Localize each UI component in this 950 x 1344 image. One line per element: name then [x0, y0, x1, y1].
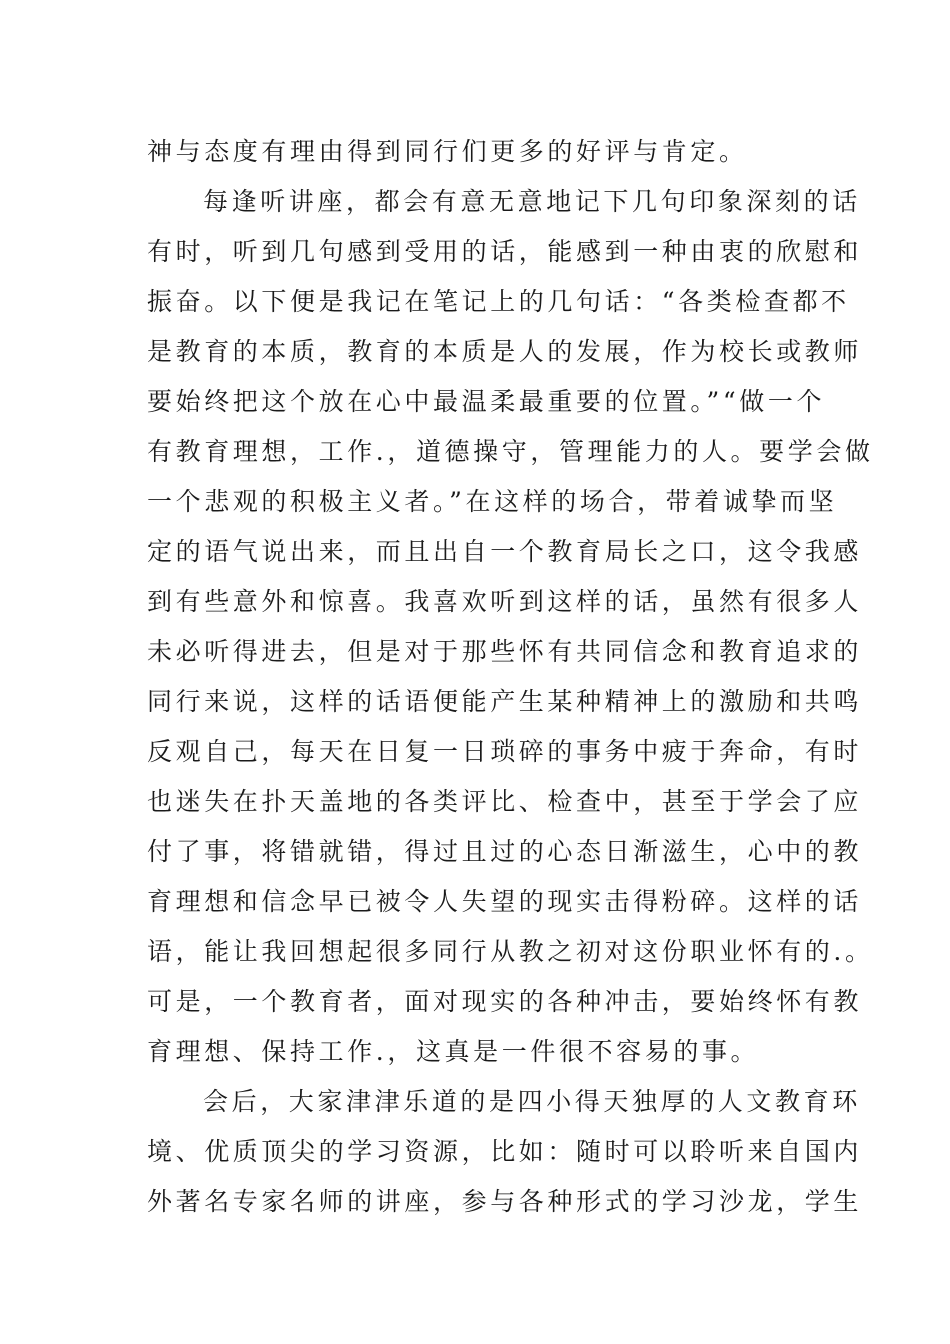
text-line: 外著名专家名师的讲座，参与各种形式的学习沙龙，学生 [147, 1187, 863, 1216]
text-line: 定的语气说出来，而且出自一个教育局长之口，这令我感 [147, 537, 863, 566]
text-line: 可是，一个教育者，面对现实的各种冲击，要始终怀有教 [147, 987, 863, 1016]
text-line: 付了事，将错就错，得过且过的心态日渐滋生，心中的教 [147, 837, 863, 866]
document-body [147, 127, 874, 1227]
text-line: 每逢听讲座，都会有意无意地记下几句印象深刻的话 [203, 187, 861, 216]
text-line: 神与态度有理由得到同行们更多的好评与肯定。 [147, 137, 748, 166]
text-line: 育理想、保持工作.，这真是一件很不容易的事。 [147, 1037, 760, 1066]
text-line: 有教育理想，工作.，道德操守，管理能力的人。要学会做 [147, 437, 874, 466]
text-line: 育理想和信念早已被令人失望的现实击得粉碎。这样的话 [147, 887, 863, 916]
text-line: 会后，大家津津乐道的是四小得天独厚的人文教育环 [203, 1087, 861, 1116]
text-line: 有时，听到几句感到受用的话，能感到一种由衷的欣慰和 [147, 237, 863, 266]
text-line: 振奋。以下便是我记在笔记上的几句话：“各类检查都不 [147, 287, 850, 316]
text-line: 反观自己，每天在日复一日琐碎的事务中疲于奔命，有时 [147, 737, 863, 766]
text-line: 境、优质顶尖的学习资源，比如：随时可以聆听来自国内 [147, 1137, 863, 1166]
text-line: 到有些意外和惊喜。我喜欢听到这样的话，虽然有很多人 [147, 587, 863, 616]
text-line: 也迷失在扑天盖地的各类评比、检查中，甚至于学会了应 [147, 787, 863, 816]
text-line: 语，能让我回想起很多同行从教之初对这份职业怀有的.。 [147, 937, 874, 966]
text-line: 一个悲观的积极主义者。”在这样的场合，带着诚挚而坚 [147, 487, 838, 516]
text-line: 是教育的本质，教育的本质是人的发展，作为校长或教师 [147, 337, 863, 366]
text-line: 未必听得进去，但是对于那些怀有共同信念和教育追求的 [147, 637, 863, 666]
text-line: 要始终把这个放在心中最温柔最重要的位置。”“做一个 [147, 387, 826, 416]
text-line: 同行来说，这样的话语便能产生某种精神上的激励和共鸣 [147, 687, 863, 716]
